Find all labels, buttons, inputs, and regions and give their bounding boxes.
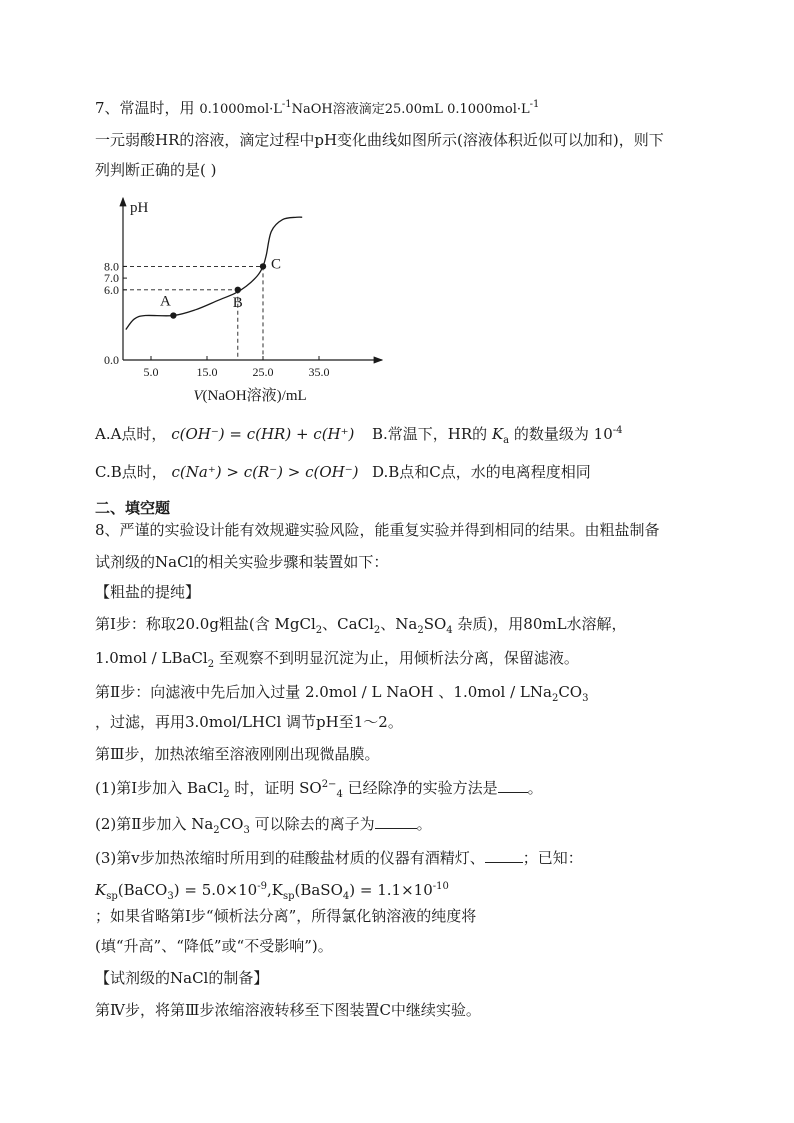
x-tick-label: 5.0 — [143, 365, 159, 379]
q8-step1: 第Ⅰ步：称取20.0g粗盐(含 MgCl$_2$、CaCl$_2$、$Na_2SO_4$ 杂质)，用80mL水溶解， — [95, 615, 627, 636]
x-axis-label: V(NaOH溶液)/mL — [193, 388, 307, 404]
y-axis-label: pH — [130, 200, 149, 216]
q8-part3-line3: ；如果省略第Ⅰ步“倾析法分离”，所得氯化钠溶液的纯度将 — [95, 907, 477, 925]
point-b — [235, 287, 241, 293]
q8-step4: 第Ⅳ步，将第Ⅲ步浓缩溶液转移至下图装置C中继续实验。 — [95, 1001, 481, 1019]
q8-step3: 第Ⅲ步，加热浓缩至溶液刚刚出现微晶膜。 — [95, 745, 380, 763]
option-d: D.B点和C点，水的电离程度相同 — [372, 463, 591, 481]
answer-blank-1[interactable] — [498, 778, 528, 793]
answer-blank-3[interactable] — [485, 848, 523, 863]
q8-step2-line2: ，过滤，再用3.0mol/LHCl 调节pH至1～2。 — [95, 713, 403, 731]
ksp-formula: $K_{sp}(BaCO_3)$ = $5.0\times 10^{-9},K_{sp}(BaSO_4) = 1.1\times 10^{-10}$ — [95, 881, 449, 902]
q8-part2: (2)第Ⅱ步加入 $Na_2CO_3$ 可以除去的离子为 。 — [95, 815, 432, 836]
point-label-b: B — [232, 294, 243, 311]
q8-line2: 试剂级的NaCl的相关实验步骤和装置如下： — [95, 553, 389, 571]
section-title: 二、填空题 — [95, 499, 171, 517]
q7-line2: 一元弱酸HR的溶液，滴定过程中pH变化曲线如图所示(溶液体积近似可以加和)，则下 — [95, 131, 664, 149]
q8-step1-line2: 1.0mol / LBaCl$_2$ 至观察不到明显沉淀为止，用倾析法分离，保留滤液。 — [95, 649, 579, 670]
point-a — [170, 312, 176, 318]
x-tick-label: 25.0 — [252, 365, 274, 379]
option-a: A.A点时， c(OH⁻) = c(HR) + c(H⁺) — [95, 425, 355, 443]
point-label-c: C — [271, 256, 282, 273]
point-c — [260, 263, 266, 269]
y-tick-label: 7.0 — [104, 271, 119, 286]
answer-blank-2[interactable] — [375, 814, 417, 829]
q8-step2: 第Ⅱ步：向滤液中先后加入过量 2.0mol / L NaOH 、$1.0mol / LNa_2CO_3$ — [95, 683, 589, 704]
option-b: B.常温下，HR的 $K_a$ 的数量级为 $10^{-4}$ — [372, 425, 623, 446]
y-tick-label: 0.0 — [104, 353, 119, 367]
q8-part3: (3)第v步加热浓缩时所用到的硅酸盐材质的仪器有酒精灯、 ；已知： — [95, 849, 583, 867]
ph-curve — [126, 217, 302, 329]
y-tick-label: 8.0 — [104, 259, 119, 274]
q8-part3-line4: (填“升高”、“降低”或“不受影响”)。 — [95, 937, 333, 955]
q8-subheading-1: 【粗盐的提纯】 — [95, 583, 201, 601]
q8-part1: (1)第Ⅰ步加入 BaCl$_2$ 时，证明 $SO^{2-}_4$ 已经除净的实验方法是 。 — [95, 779, 543, 800]
q8-subheading-2: 【试剂级的NaCl的制备】 — [95, 969, 269, 987]
y-tick-label: 6.0 — [104, 282, 119, 297]
q8-line1: 8、严谨的实验设计能有效规避实验风险，能重复实验并得到相同的结果。由粗盐制备 — [95, 521, 660, 539]
option-c: C.B点时， c(Na⁺) > c(R⁻) > c(OH⁻) — [95, 463, 359, 481]
q7-line3: 列判断正确的是( ) — [95, 161, 217, 179]
point-label-a: A — [159, 293, 171, 310]
q7-line1: 7、常温时，用 $0.1000mol\cdot L^{-1}NaOH$溶液滴定25.00mL $0.1000mol\cdot L^{-1}$ — [95, 99, 540, 117]
x-tick-label: 15.0 — [196, 365, 218, 379]
ph-titration-chart — [90, 190, 390, 415]
x-tick-label: 35.0 — [308, 365, 330, 379]
